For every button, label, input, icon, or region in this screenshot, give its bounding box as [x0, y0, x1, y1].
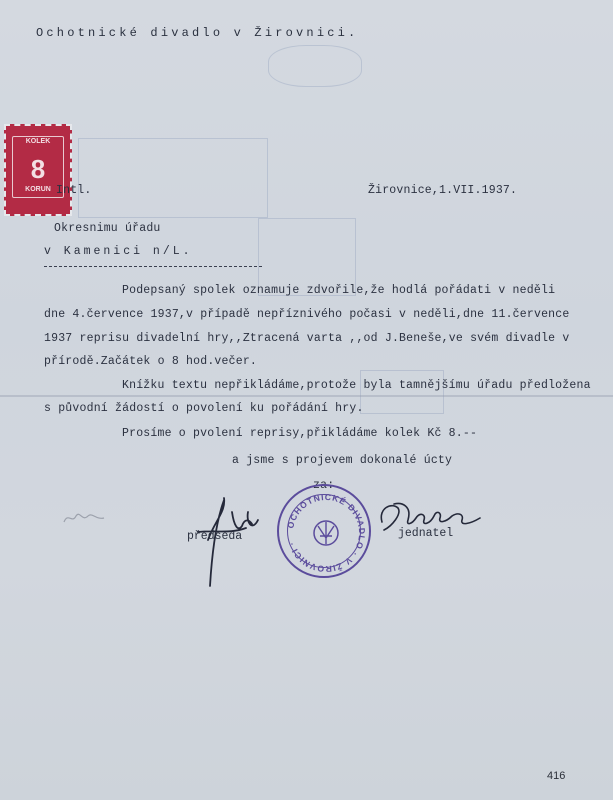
signature-role-right: jednatel [398, 527, 454, 540]
stamp-top-text: KOLEK [25, 138, 51, 145]
addressee-line-1: Okresnimu úřadu [54, 222, 161, 235]
letterhead-title: Ochotnické divadlo v Žirovnici. [36, 26, 359, 40]
place-and-date: Žirovnice,1.VII.1937. [368, 184, 518, 197]
body-paragraph1-line2: dne 4.července 1937,v případě nepříznivého počasi v neděli,dne 11.července [44, 308, 570, 321]
body-paragraph1-line3: 1937 reprisu divadelní hry,,Ztracená varta ,,od J.Beneše,ve svém divadle v [44, 332, 570, 345]
revenue-stamp [4, 124, 72, 216]
body-paragraph3: Prosíme o pvolení reprisy,přikládáme kolek Kč 8.-- [122, 427, 478, 440]
body-paragraph2-line2: s původní žádostí o povolení ku pořádání hry. [44, 402, 364, 415]
signatures-za: za: [313, 479, 335, 492]
reference-label: Intl. [56, 184, 92, 197]
seal-emblem-icon [279, 486, 373, 580]
signature-role-left: předseda [187, 530, 243, 543]
closing-line: a jsme s projevem dokonalé úcty [232, 454, 453, 467]
bleed-through-stamp-box [360, 370, 444, 414]
underline-dashes [44, 266, 262, 267]
body-paragraph1-line1: Podepsaný spolek oznamuje zdvořile,že hodlá pořádati v neděli [122, 284, 556, 297]
official-seal [277, 484, 371, 578]
pencil-mark [60, 506, 110, 530]
stamp-value: 8 [30, 154, 46, 184]
body-paragraph2-line1: Knížku textu nepřikládáme,protože byla tamnějšímu úřadu předložena [122, 379, 591, 392]
bleed-through-stamp-box [78, 138, 268, 218]
paper-fold [0, 395, 613, 397]
body-paragraph1-line4: přírodě.Začátek o 8 hod.večer. [44, 355, 258, 368]
page-number: 416 [547, 770, 566, 782]
bleed-through-mark [268, 45, 362, 87]
addressee-line-2: v Kamenici n/L. [44, 245, 193, 258]
stamp-bottom-text: KORUN [25, 186, 51, 193]
seal-text: OCHOTNICKÉ DIVADLO · V ŽIROVNICI · [285, 491, 368, 575]
